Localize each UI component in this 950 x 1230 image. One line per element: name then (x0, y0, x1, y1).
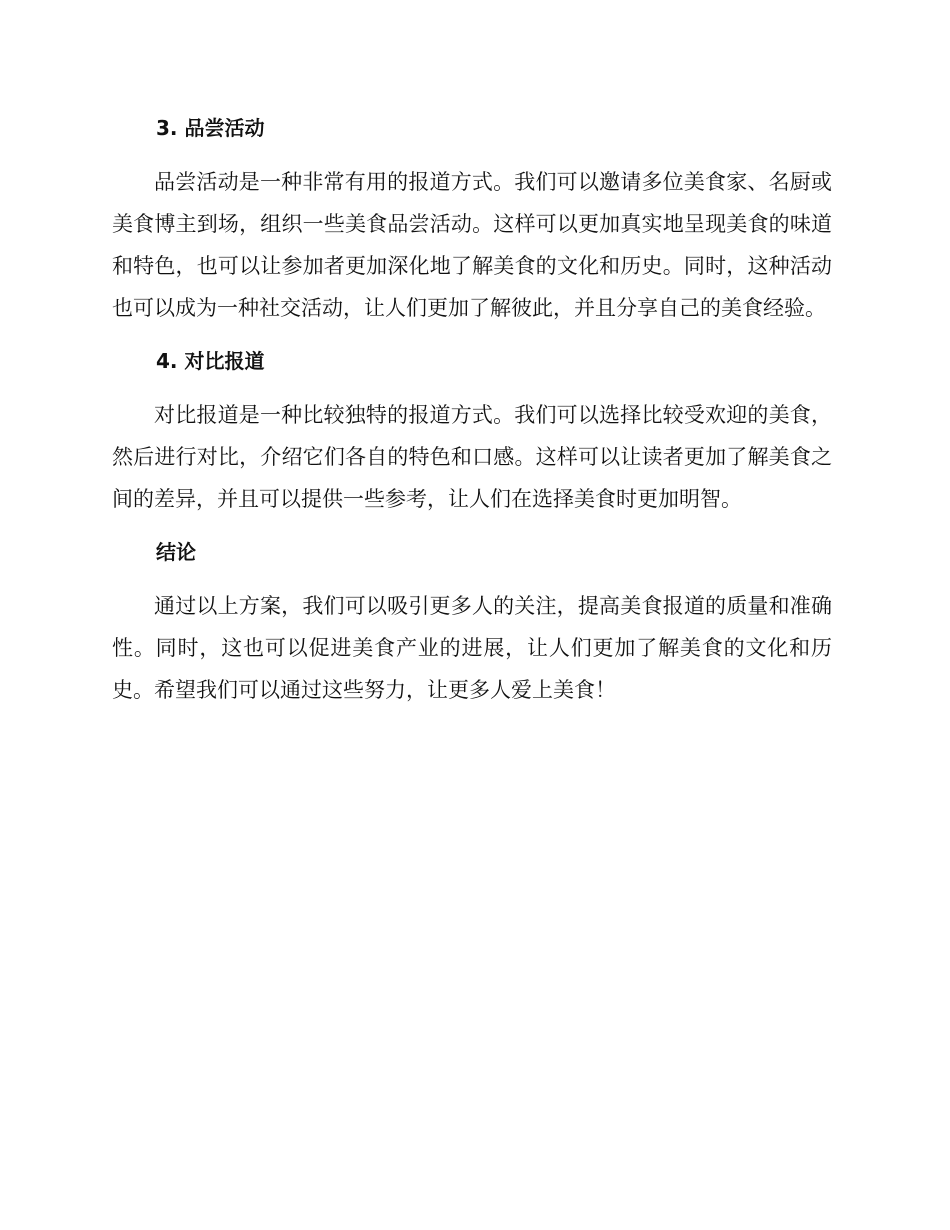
section-heading-conclusion: 结论 (156, 540, 196, 564)
section-paragraph-tasting: 品尝活动是一种非常有用的报道方式。我们可以邀请多位美食家、名厨或美食博主到场，组织一些美食品尝活动。这样可以更加真实地呈现美食的味道和特色，也可以让参加者更加深化地了解美食的文化和历史。同时，这种活动也可以成为一种社交活动，让人们更加了解彼此，并且分享自己的美食经验。 (112, 170, 832, 320)
spacer (112, 572, 832, 585)
section-heading-comparison: 4. 对比报道 (156, 349, 265, 373)
section-paragraph-comparison: 对比报道是一种比较独特的报道方式。我们可以选择比较受欢迎的美食，然后进行对比，介绍它们各自的特色和口感。这样可以让读者更加了解美食之间的差异，并且可以提供一些参考，让人们在选择美食时更加明智。 (112, 403, 832, 511)
spacer (112, 381, 832, 394)
section-paragraph-conclusion: 通过以上方案，我们可以吸引更多人的关注，提高美食报道的质量和准确性。同时，这也可以促进美食产业的进展，让人们更加了解美食的文化和历史。希望我们可以通过这些努力，让更多人爱上美食！ (112, 594, 832, 702)
spacer (112, 148, 832, 161)
section-heading-tasting: 3. 品尝活动 (156, 116, 265, 140)
spacer (112, 520, 832, 532)
document-body (112, 108, 832, 711)
spacer (112, 329, 832, 341)
